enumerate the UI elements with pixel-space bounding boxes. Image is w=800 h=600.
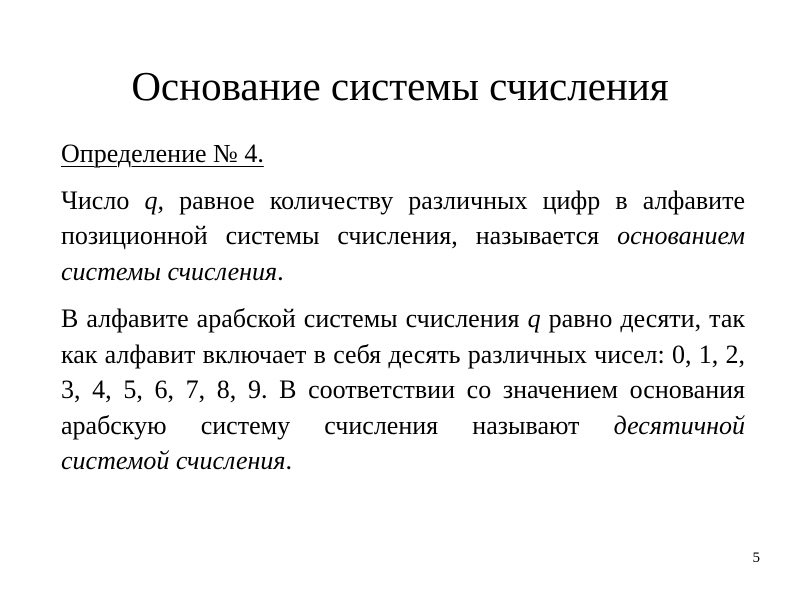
paragraph1-text-start: Число [61, 185, 145, 215]
variable-q-2: q [527, 304, 541, 333]
paragraph2-text-start: В алфавите арабской системы счисления [61, 304, 528, 333]
paragraph2-text-end: . [285, 446, 292, 475]
paragraph1-text-middle: равное количеству различных цифр в алфавите позиционной системы счисления, называется [61, 185, 745, 250]
paragraph1-text-end: . [277, 256, 284, 286]
definition-label: Определение № 4. [61, 139, 264, 168]
paragraph2-text-middle: равно десяти, так как алфавит включает в себя десять различных чисел: 0, 1, 2, 3, 4, 5, 6, 7, 8, 9. В соответствии со значением основания арабскую систему счисления называют [61, 304, 745, 440]
definition-paragraph [61, 183, 745, 290]
slide-title: Основание системы счисления [131, 63, 669, 109]
variable-q: q, [144, 185, 164, 215]
term-decimal-system: десятичной системой счисления [61, 410, 745, 475]
term-base: основанием системы счисления [61, 221, 745, 286]
slide-body [61, 136, 745, 491]
page-number: 5 [752, 550, 760, 566]
arabic-system-paragraph [61, 301, 745, 479]
